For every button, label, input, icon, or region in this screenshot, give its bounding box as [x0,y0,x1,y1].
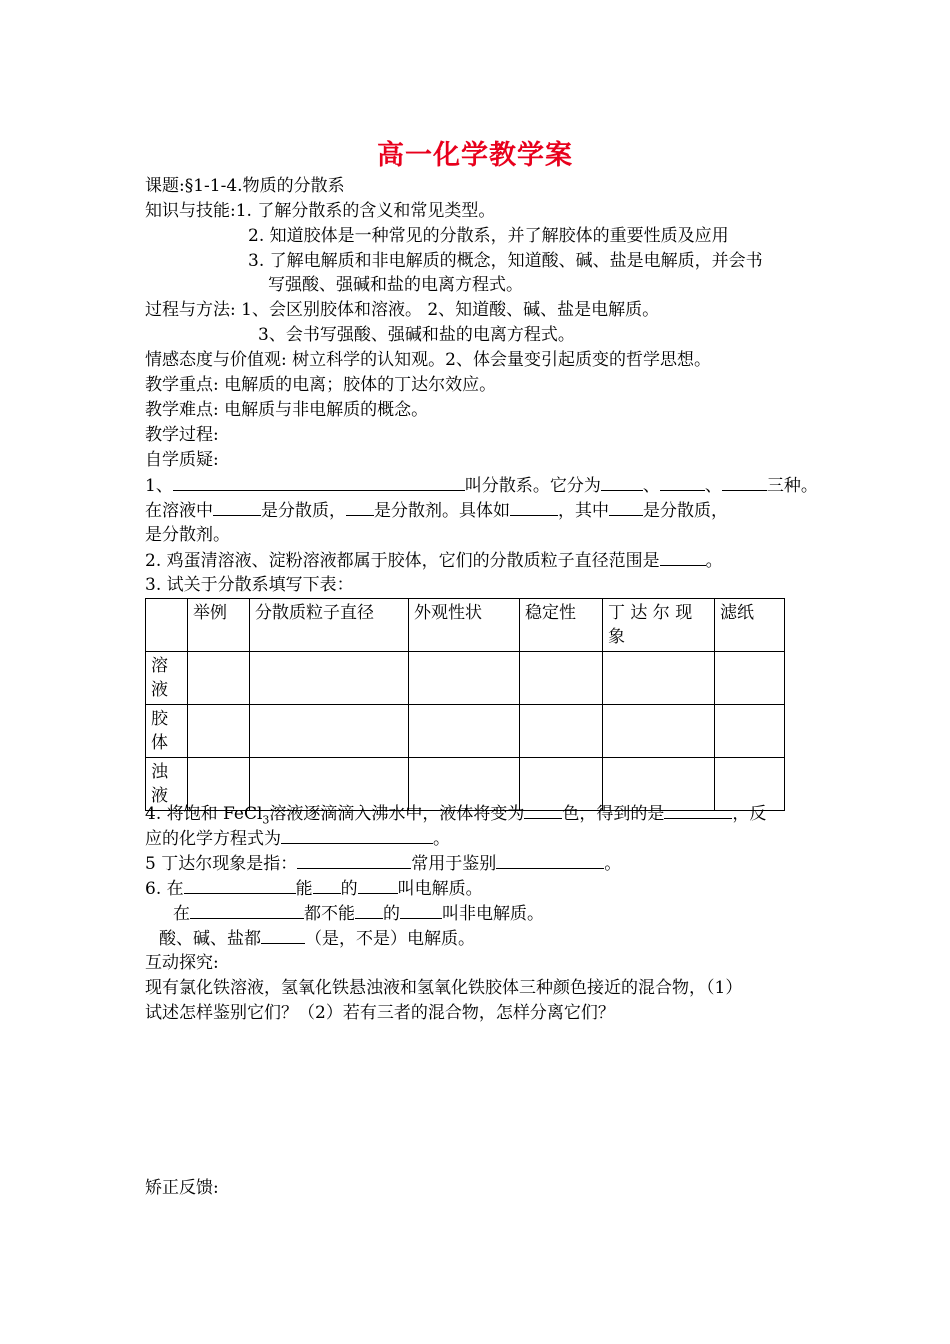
table-cell[interactable] [409,705,520,758]
blank[interactable] [184,876,296,894]
knowledge-line-3b: 写强酸、强碱和盐的电离方程式。 [268,275,523,295]
table-cell[interactable] [520,705,603,758]
knowledge-line-1: 知识与技能:1. 了解分散系的含义和常见类型。 [145,201,496,221]
emotion-line: 情感态度与价值观: 树立科学的认知观。2、体会量变引起质变的哲学思想。 [145,350,711,370]
q4-line-2: 应的化学方程式为 。 [145,826,450,851]
row-label: 溶 液 [146,652,188,705]
topic-line: 课题:§1-1-4.物质的分散系 [145,176,345,196]
page-title: 高一化学教学案 [377,140,573,171]
table-cell[interactable] [250,705,409,758]
q4-line-1: 4. 将饱和 FeCl$_3$溶液逐滴滴入沸水中，液体将变为 色，得到的是 ，反 [145,801,766,832]
blank[interactable] [297,851,411,869]
blank[interactable] [213,498,261,516]
q1-line-3: 是分散剂。 [145,525,230,545]
table-cell[interactable] [409,652,520,705]
table-cell[interactable] [603,705,715,758]
table-header-cell: 丁 达 尔 现 象 [603,599,715,652]
blank[interactable] [400,901,442,919]
self-study-label: 自学质疑: [145,450,219,470]
q2-line: 2. 鸡蛋清溶液、淀粉溶液都属于胶体，它们的分散质粒子直径范围是 。 [145,548,723,573]
table-row [146,705,785,758]
process-label: 教学过程: [145,425,219,445]
blank[interactable] [358,876,398,894]
knowledge-line-2: 2. 知道胶体是一种常见的分散系，并了解胶体的重要性质及应用 [248,226,729,246]
q5-line: 5 丁达尔现象是指： 常用于鉴别 。 [145,851,621,876]
blank[interactable] [313,876,341,894]
table-header-row [146,599,785,652]
blank[interactable] [261,926,305,944]
key-point-line: 教学重点: 电解质的电离；胶体的丁达尔效应。 [145,375,497,395]
interactive-label: 互动探究: [145,953,219,973]
q6-line-3: 酸、碱、盐都 （是，不是）电解质。 [159,926,475,951]
interactive-line-2: 试述怎样鉴别它们？（2）若有三者的混合物，怎样分离它们？ [145,1003,615,1023]
table-header-cell: 举例 [188,599,250,652]
table-cell[interactable] [250,652,409,705]
blank[interactable] [660,548,706,566]
process-line-1: 过程与方法: 1、会区别胶体和溶液。 2、知道酸、碱、盐是电解质。 [145,300,660,320]
interactive-line-1: 现有氯化铁溶液，氢氧化铁悬浊液和氢氧化铁胶体三种颜色接近的混合物，（1） [145,978,743,998]
table-cell[interactable] [715,705,785,758]
table-cell[interactable] [603,652,715,705]
blank[interactable] [660,473,705,491]
row-label: 胶 体 [146,705,188,758]
blank[interactable] [722,473,767,491]
blank[interactable] [664,801,732,819]
q6-line-1: 6. 在 能 的 叫电解质。 [145,876,483,901]
table-cell[interactable] [715,652,785,705]
table-header-cell: 滤纸 [715,599,785,652]
process-line-2: 3、会书写强酸、强碱和盐的电离方程式。 [258,325,575,345]
table-header-cell: 稳定性 [520,599,603,652]
feedback-label: 矫正反馈: [145,1178,219,1198]
blank[interactable] [496,851,604,869]
q3-line: 3. 试关于分散系填写下表： [145,575,354,595]
blank[interactable] [173,473,465,491]
q6-line-2: 在 都不能 的 叫非电解质。 [173,901,544,926]
q1-line-2: 在溶液中 是分散质， 是分散剂。具体如 ，其中 是分散质， [145,498,728,523]
blank[interactable] [601,473,643,491]
row-label: 浊 液 [146,758,188,811]
knowledge-line-3a: 3. 了解电解质和非电解质的概念，知道酸、碱、盐是电解质，并会书 [248,251,763,271]
table-header-cell: 分散质粒子直径 [250,599,409,652]
table-header-cell [146,599,188,652]
table-cell[interactable] [520,652,603,705]
table-cell[interactable] [188,705,250,758]
table-row [146,652,785,705]
table-cell[interactable] [188,652,250,705]
blank[interactable] [281,826,433,844]
blank[interactable] [355,901,383,919]
blank[interactable] [524,801,562,819]
q1-line-1: 1、 叫分散系。它分为 、 、 三种。 [145,473,818,498]
dispersion-table [145,598,785,811]
blank[interactable] [609,498,643,516]
blank[interactable] [190,901,304,919]
difficulty-line: 教学难点: 电解质与非电解质的概念。 [145,400,429,420]
blank[interactable] [510,498,558,516]
table-header-cell: 外观性状 [409,599,520,652]
blank[interactable] [346,498,374,516]
